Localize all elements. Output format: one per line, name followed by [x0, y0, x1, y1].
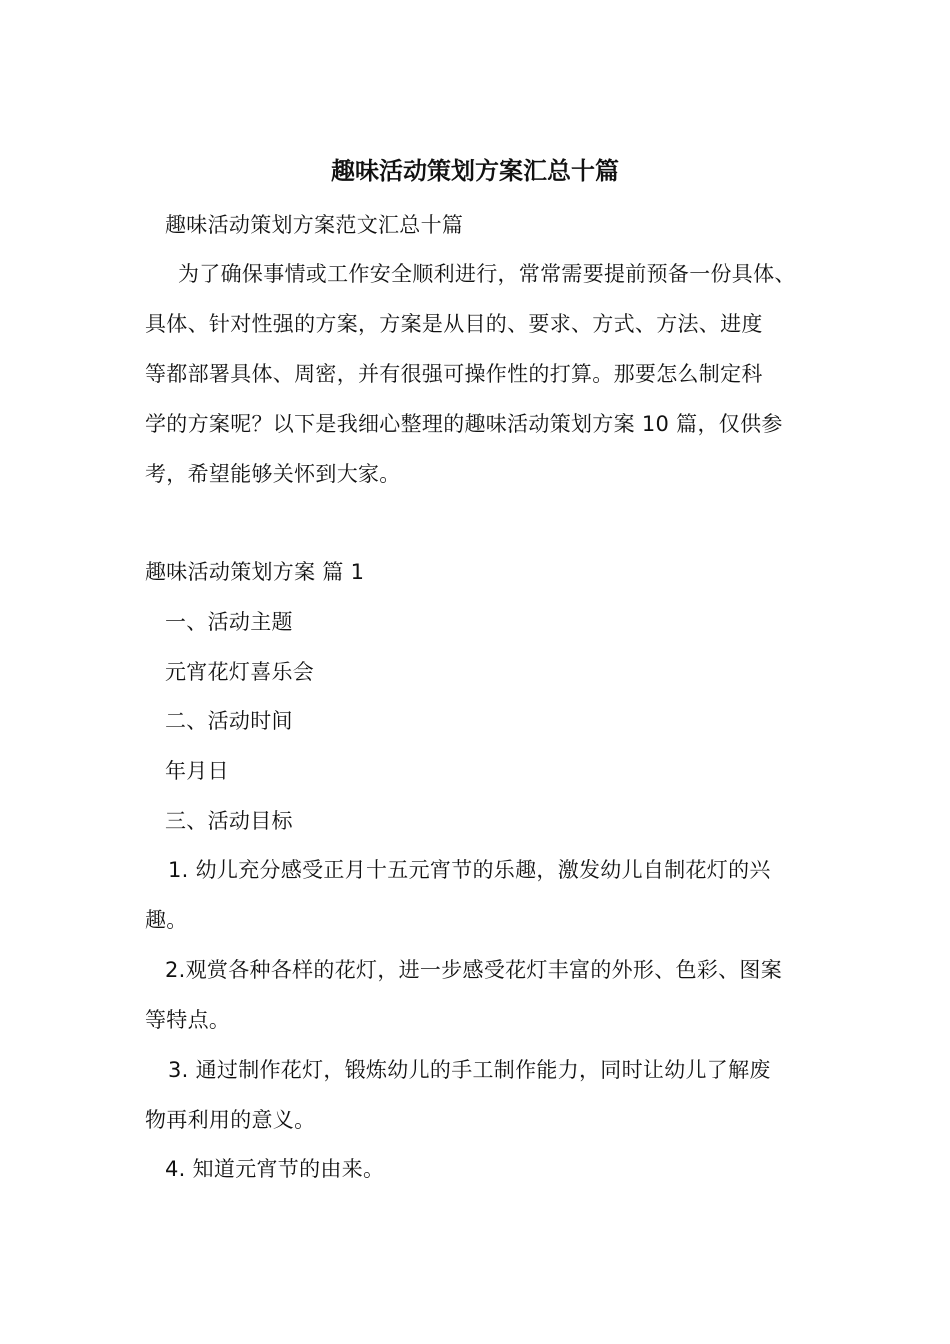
goal-line: 4. 知道元宵节的由来。	[165, 1157, 385, 1181]
goal-line: 1. 幼儿充分感受正月十五元宵节的乐趣，激发幼儿自制花灯的兴	[168, 858, 771, 882]
document-title: 趣味活动策划方案汇总十篇	[331, 157, 619, 185]
theme-label: 一、活动主题	[165, 610, 293, 634]
goal-line: 等特点。	[145, 1008, 231, 1032]
time-label: 二、活动时间	[165, 709, 293, 733]
intro-line: 学的方案呢？以下是我细心整理的趣味活动策划方案 10 篇，仅供参	[145, 412, 783, 436]
goal-label: 三、活动目标	[165, 809, 293, 833]
time-value: 年月日	[165, 759, 229, 783]
goal-line: 趣。	[145, 908, 188, 932]
intro-line: 考，希望能够关怀到大家。	[145, 462, 401, 486]
goal-line: 2.观赏各种各样的花灯，进一步感受花灯丰富的外形、色彩、图案	[165, 958, 783, 982]
goal-line: 物再利用的意义。	[145, 1108, 316, 1132]
intro-line: 具体、针对性强的方案，方案是从目的、要求、方式、方法、进度	[145, 312, 763, 336]
intro-line: 为了确保事情或工作安全顺利进行，常常需要提前预备一份具体、	[178, 262, 796, 286]
document-subtitle: 趣味活动策划方案范文汇总十篇	[165, 213, 464, 237]
theme-value: 元宵花灯喜乐会	[165, 660, 315, 684]
goal-line: 3. 通过制作花灯，锻炼幼儿的手工制作能力，同时让幼儿了解废	[168, 1058, 771, 1082]
intro-line: 等都部署具体、周密，并有很强可操作性的打算。那要怎么制定科	[145, 362, 763, 386]
section-heading: 趣味活动策划方案 篇 1	[145, 560, 365, 584]
